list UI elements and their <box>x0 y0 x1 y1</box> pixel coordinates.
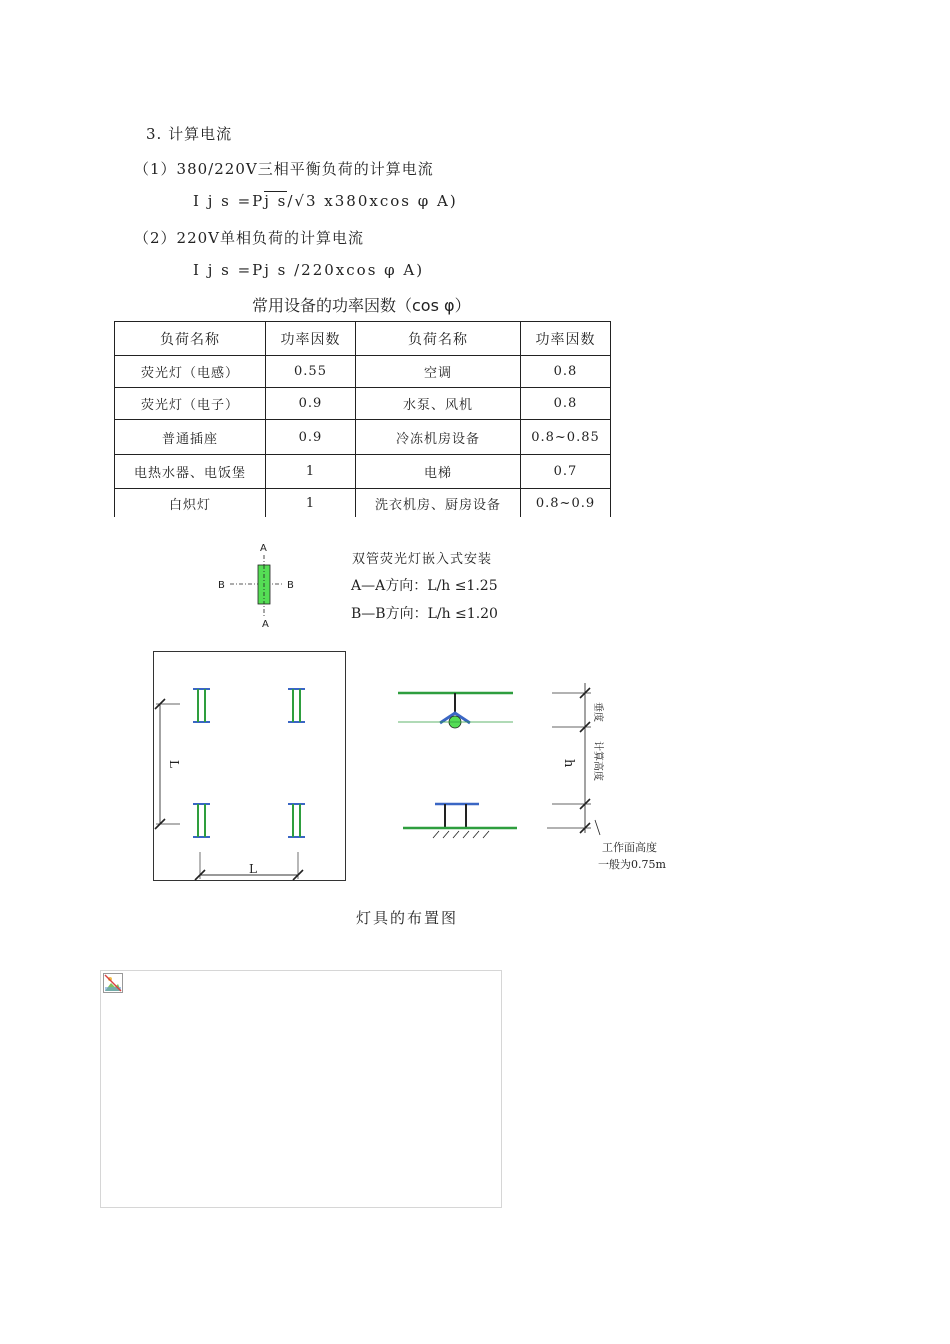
dim-l-horizontal: L <box>249 862 257 876</box>
table-cell: 水泵、风机 <box>356 388 521 420</box>
lamp-orientation-diagram <box>210 538 320 634</box>
table-cell: 1 <box>266 455 356 489</box>
table-cell: 0.8~0.9 <box>521 489 611 518</box>
table-cell: 0.8 <box>521 356 611 388</box>
table-title: 常用设备的功率因数（cos φ） <box>252 296 471 315</box>
header-cell: 功率因数 <box>266 322 356 356</box>
diagram-title: 双管荧光灯嵌入式安装 <box>352 552 493 567</box>
table-row <box>115 455 611 489</box>
formula-1-post: /√3 x380xcos φ A) <box>287 192 458 210</box>
table-row <box>115 356 611 388</box>
diagram-caption: 灯具的布置图 <box>356 909 459 927</box>
rule-bb: B—B方向：L/h ≤1.20 <box>351 606 498 622</box>
image-placeholder <box>100 970 502 1208</box>
table-cell: 电热水器、电饭堡 <box>115 455 266 489</box>
section-heading: 3. 计算电流 <box>146 125 233 143</box>
table-cell: 1 <box>266 489 356 518</box>
table-cell: 0.9 <box>266 420 356 455</box>
table-cell: 0.7 <box>521 455 611 489</box>
label-a-top: A <box>260 543 267 554</box>
formula-1-bar: j s <box>264 192 288 210</box>
header-cell: 功率因数 <box>521 322 611 356</box>
table-header-row <box>115 322 611 356</box>
table-cell: 空调 <box>356 356 521 388</box>
label-drop: 垂度 <box>592 702 603 722</box>
lamp-top-left <box>193 689 210 722</box>
item-1-text: （1）380/220V三相平衡负荷的计算电流 <box>134 160 434 178</box>
broken-image-icon <box>103 973 123 993</box>
table-cell: 0.8 <box>521 388 611 420</box>
lamp-top-right <box>288 689 305 722</box>
formula-1-pre: I j s =P <box>193 192 265 210</box>
table-cell: 普通插座 <box>115 420 266 455</box>
table-row <box>115 420 611 455</box>
lamp-bottom-right <box>288 804 305 837</box>
table-cell: 荧光灯（电感） <box>115 356 266 388</box>
item-2-text: （2）220V单相负荷的计算电流 <box>134 229 365 247</box>
dim-l-vertical: L <box>167 760 181 768</box>
work-plane-label-1: 工作面高度 <box>602 841 657 854</box>
lamp-layout-plan <box>150 648 350 884</box>
table-cell: 0.8~0.85 <box>521 420 611 455</box>
table-row <box>115 388 611 420</box>
label-b-right: B <box>287 580 294 591</box>
table-cell: 白炽灯 <box>115 489 266 518</box>
lamp-bottom-left <box>193 804 210 837</box>
power-factor-table <box>114 321 611 517</box>
work-plane-label-2: 一般为0.75m <box>598 858 666 871</box>
table-cell: 荧光灯（电子） <box>115 388 266 420</box>
table-cell: 0.55 <box>266 356 356 388</box>
header-cell: 负荷名称 <box>356 322 521 356</box>
table-cell: 冷冻机房设备 <box>356 420 521 455</box>
table-cell: 洗衣机房、厨房设备 <box>356 489 521 518</box>
table-row <box>115 489 611 518</box>
label-calc-height: 计算高度 <box>592 741 603 781</box>
formula-1 <box>193 192 458 210</box>
label-b-left: B <box>218 580 225 591</box>
label-a-bottom: A <box>262 619 269 630</box>
table-cell: 电梯 <box>356 455 521 489</box>
rule-aa: A—A方向：L/h ≤1.25 <box>351 578 498 594</box>
lamp-elevation-diagram <box>395 675 625 840</box>
dim-h: h <box>561 759 576 768</box>
table-cell: 0.9 <box>266 388 356 420</box>
header-cell: 负荷名称 <box>115 322 266 356</box>
formula-2: I j s =Pj s /220xcos φ A) <box>193 261 425 279</box>
